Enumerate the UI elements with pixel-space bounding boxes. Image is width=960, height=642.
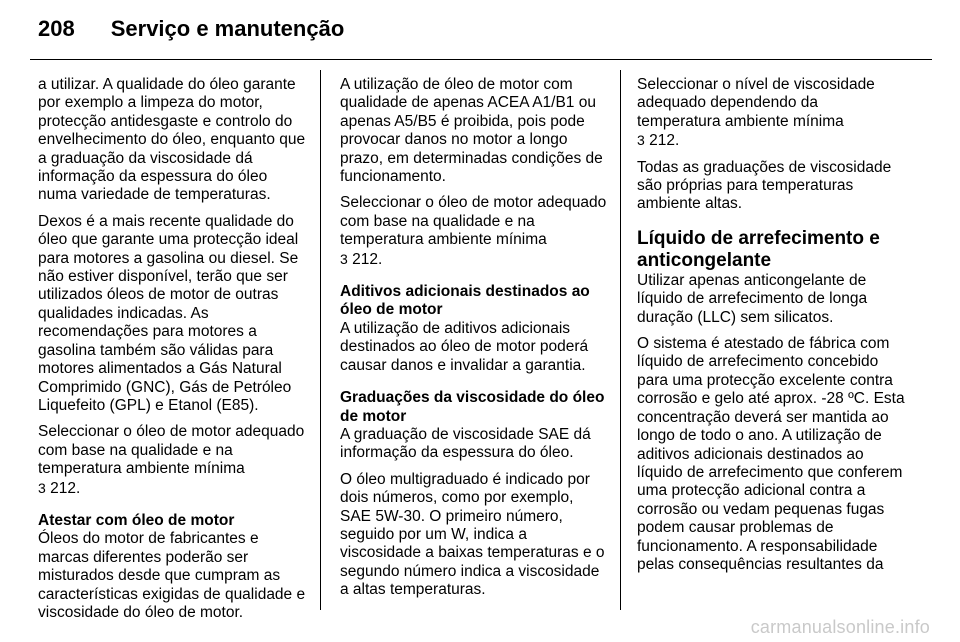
subheading: Atestar com óleo de motor [38,511,235,529]
section-title: Serviço e manutenção [110,16,345,41]
paragraph: O sistema é atestado de fábrica com líquido de arrefecimento concebido para uma protecção excelente contra corrosão e gelo até aprox. -28 ºC. Esta concentração deverá ser mantida ao longo de todo o ano. A utilização de aditivos adicionais destinados ao líquido de arrefecimento que conferem uma protecção adicional contra a corrosão ou vedam pequenas fugas podem causar problemas de funcionamento. A responsabilidade pelas consequências resultantes da [637,335,905,573]
subheading: Graduações da viscosidade do óleo de motor [340,389,605,425]
subheading: Aditivos adicionais destinados ao óleo de motor [340,283,590,319]
column-1 [38,76,306,630]
page-reference-link[interactable]: 212. [649,132,680,150]
cross-reference-icon: 3 [340,250,348,267]
paragraph: Seleccionar o óleo de motor adequado com base na qualidade e na temperatura ambiente mínima 3 212. [38,423,305,497]
page-number: 208 [38,16,75,41]
paragraph: Graduações da viscosidade do óleo de motor A graduação de viscosidade SAE dá informação da espessura do óleo. [340,389,608,463]
header-divider [30,59,932,60]
column-3 [637,76,905,582]
cross-reference-icon: 3 [637,132,645,149]
page-reference-link[interactable]: 212. [50,479,81,497]
column-divider [320,70,321,610]
page-reference-link[interactable]: 212. [352,250,383,268]
paragraph: O óleo multigraduado é indicado por dois números, como por exemplo, SAE 5W-30. O primeiro número, seguido por um W, indica a viscosidade a baixas temperaturas e o segundo número indica a viscosidade a altas temperaturas. [340,470,605,599]
paragraph: Atestar com óleo de motor Óleos do motor de fabricantes e marcas diferentes poderão ser misturados desde que cumpram as características exigidas de qualidade e viscosidade do óleo de motor. [38,511,306,621]
section-heading: Líquido de arrefecimento e anticongelante [637,227,880,271]
page-header [38,16,344,56]
paragraph: Todas as graduações de viscosidade são próprias para temperaturas ambiente altas. [637,158,892,213]
column-divider [620,70,621,610]
paragraph: Líquido de arrefecimento e anticongelante Utilizar apenas anticongelante de líquido de arrefecimento de longa duração (LLC) sem silicatos. [637,228,905,327]
paragraph: Seleccionar o óleo de motor adequado com base na qualidade e na temperatura ambiente mínima 3 212. [340,194,607,268]
cross-reference-icon: 3 [38,479,46,496]
paragraph: a utilizar. A qualidade do óleo garante por exemplo a limpeza do motor, protecção antidesgaste e controlo do envelhecimento do óleo, enquanto que a graduação da viscosidade dá informação da espessura do óleo numa variedade de temperaturas. [38,76,306,204]
watermark: carmanualsonline.info [750,617,930,637]
paragraph: Seleccionar o nível de viscosidade adequado dependendo da temperatura ambiente mínima 3 212. [637,76,875,150]
column-2 [340,76,608,608]
paragraph: Dexos é a mais recente qualidade do óleo que garante uma protecção ideal para motores a gasolina ou diesel. Se não estiver disponível, terão que ser utilizados óleos de motor de outras qualidades indicadas. As recomendações para motores a gasolina também são válidas para motores alimentados a Gás Natural Comprimido (GNC), Gás de Petróleo Liquefeito (GPL) e Etanol (E85). [38,212,299,414]
paragraph: A utilização de óleo de motor com qualidade de apenas ACEA A1/B1 ou apenas A5/B5 é proibida, pois pode provocar danos no motor a longo prazo, em determinadas condições de funcionamento. [340,76,603,186]
paragraph: Aditivos adicionais destinados ao óleo de motor A utilização de aditivos adicionais destinados ao óleo de motor poderá causar danos e invalidar a garantia. [340,283,608,375]
